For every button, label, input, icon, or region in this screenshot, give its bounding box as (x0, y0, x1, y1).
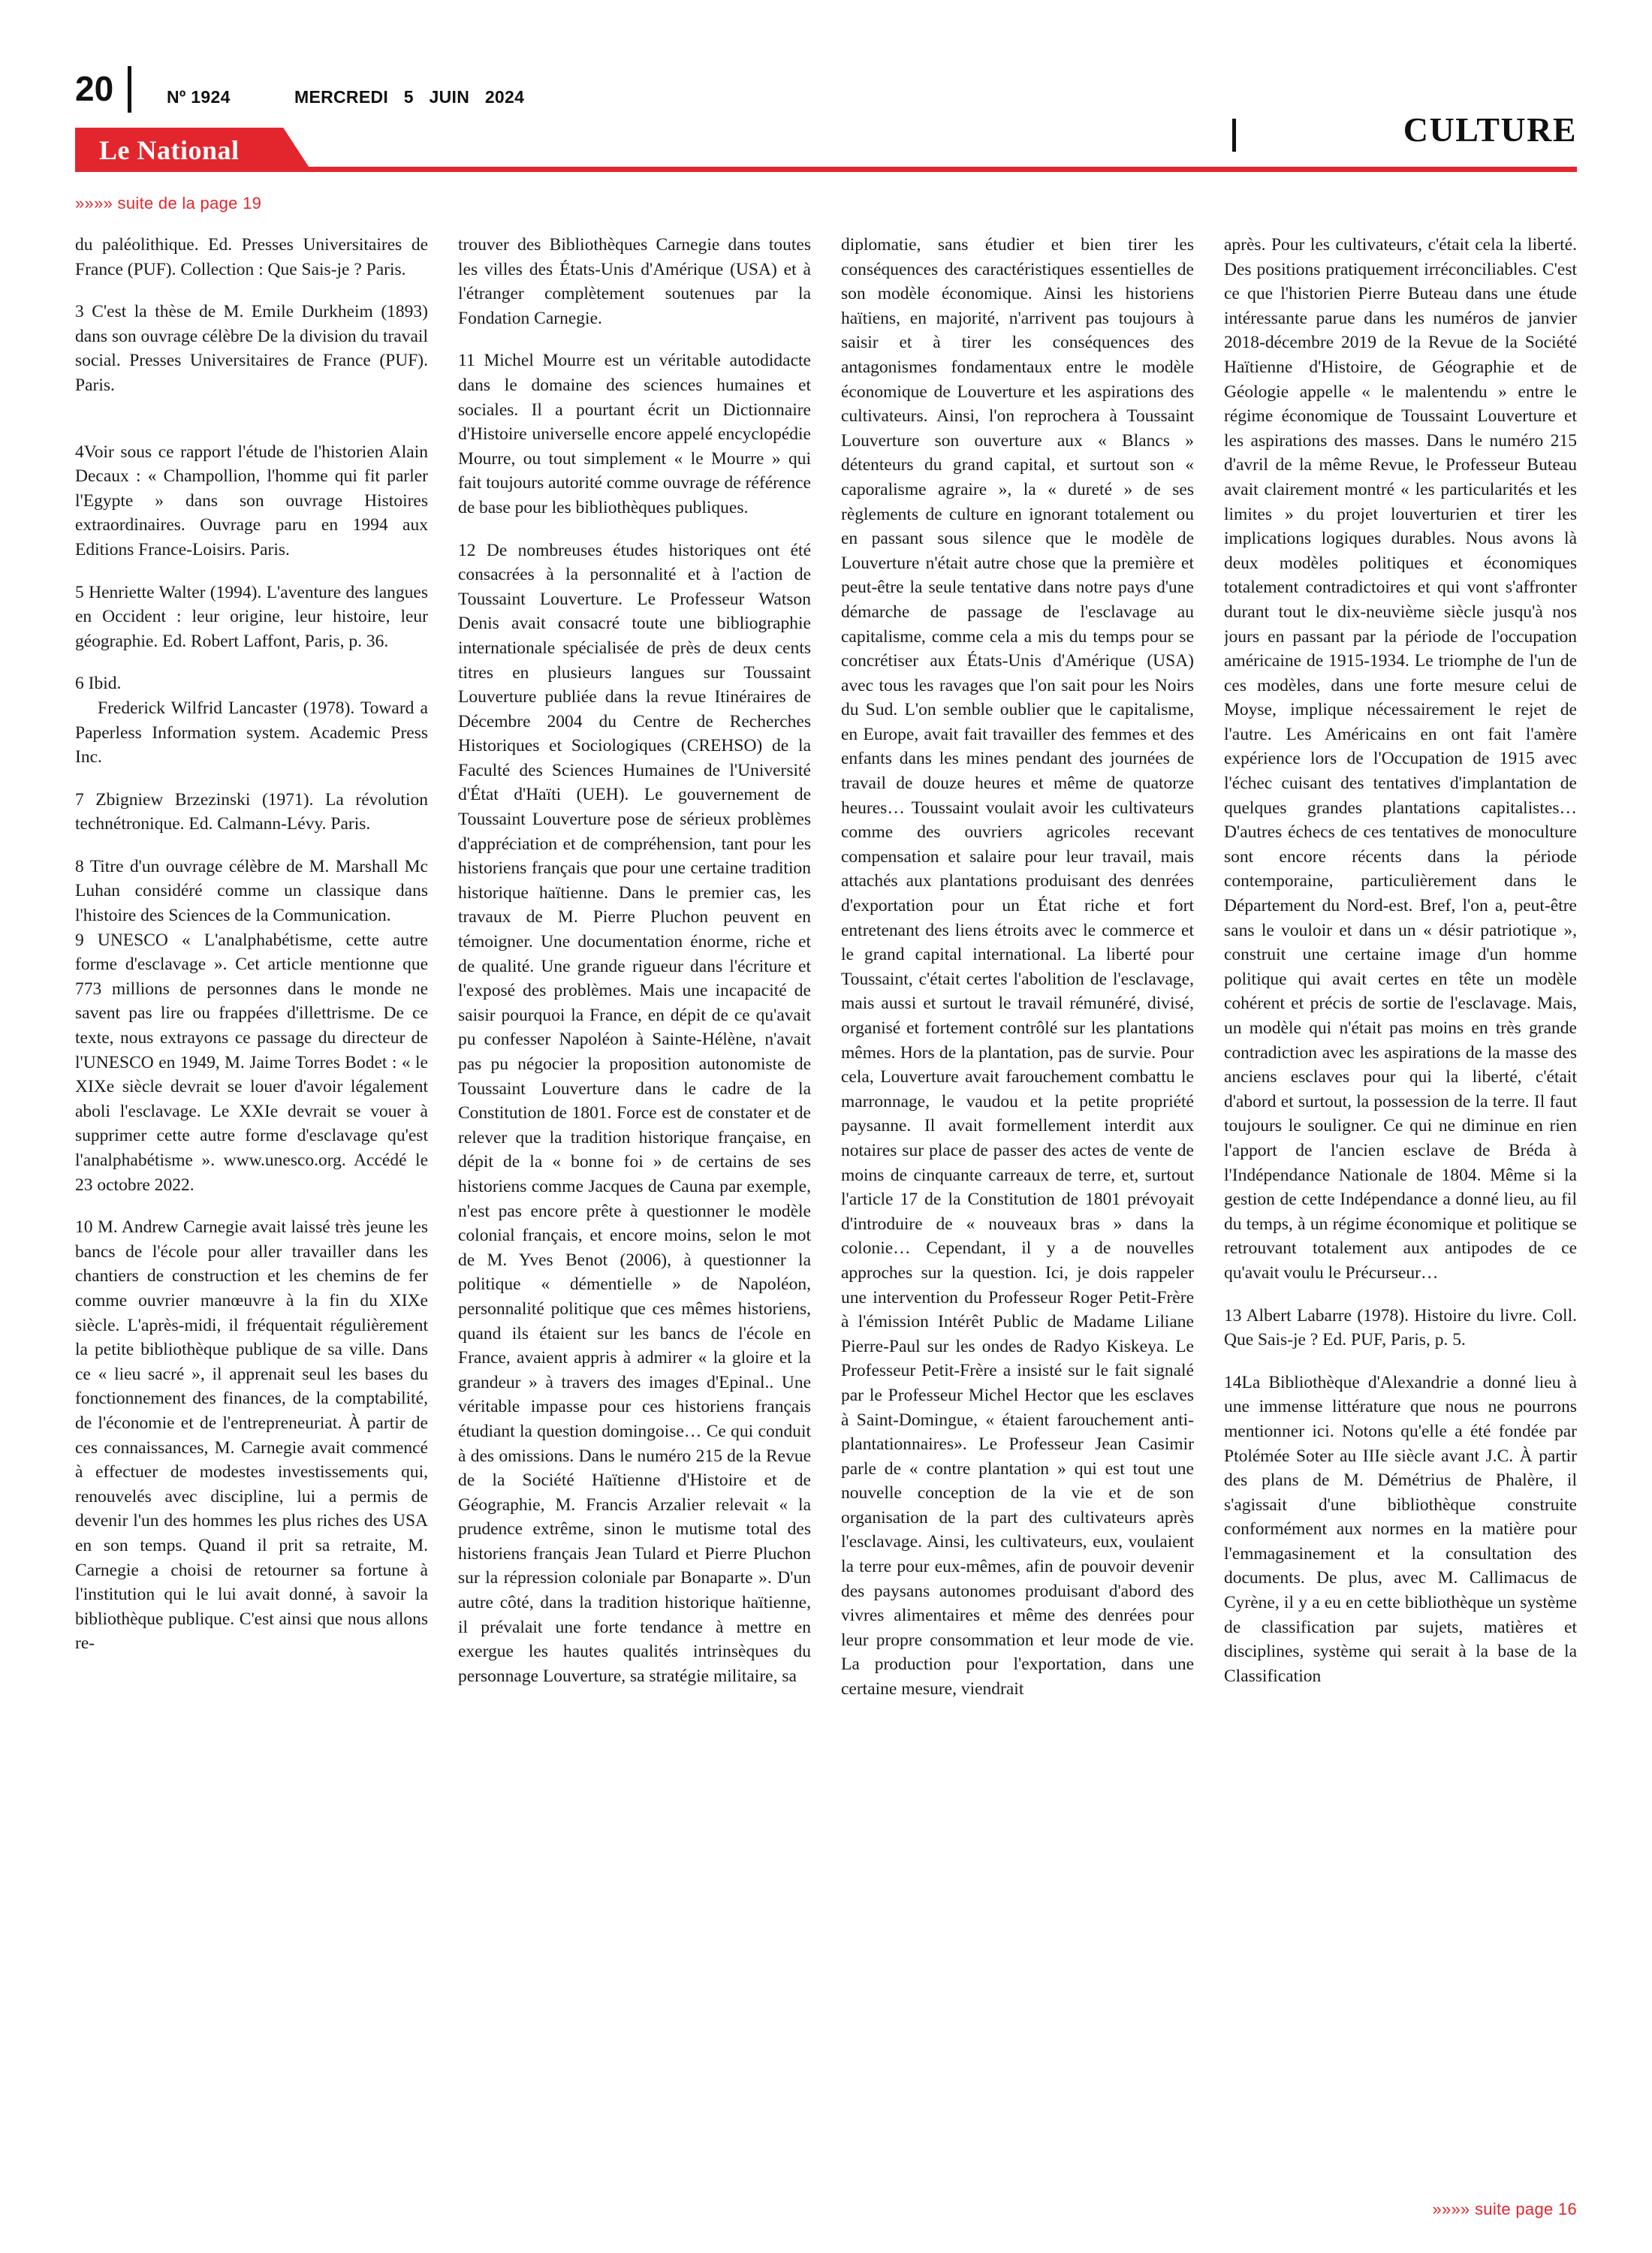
paragraph: 14La Bibliothèque d'Alexandrie a donné lieu à une immense littérature que nous ne pourrons mentionner ici. Notons qu'elle a été fondée par Ptolémée Soter au IIIe siècle avant J.C. À partir des plans de M. Démétrius de Phalère, il s'agissait d'une bibliothèque construite conformément aux normes en la matière pour l'emmagasinement et la consultation des documents. De plus, avec M. Callimacus de Cyrène, il y a eu en cette bibliothèque un système de classification par sujets, matières et disciplines, système qui serait à la base de la Classification (1224, 1372, 1577, 1686)
text-column-1 (75, 233, 428, 2185)
text-column-3 (841, 233, 1194, 2185)
paragraph: 8 Titre d'un ouvrage célèbre de M. Marshall Mc Luhan considéré comme un classique dans l'histoire des Sciences de la Communication. (75, 856, 428, 926)
paragraph: 3 C'est la thèse de M. Emile Durkheim (1893) dans son ouvrage célèbre De la division du travail social. Presses Universitaires de France (PUF). Paris. (75, 302, 428, 395)
page-number: 20 (75, 69, 114, 108)
paragraph: 7 Zbigniew Brzezinski (1971). La révolution technétronique. Ed. Calmann-Lévy. Paris. (75, 789, 428, 834)
continued-to-link: »»»» suite page 16 (1432, 2200, 1577, 2218)
paragraph: 5 Henriette Walter (1994). L'aventure des langues en Occident : leur origine, leur histoire, leur géographie. Ed. Robert Laffont, Paris, p. 36. (75, 582, 428, 651)
paragraph: 10 M. Andrew Carnegie avait laissé très jeune les bancs de l'école pour aller travailler dans les chantiers de construction et les chemins de fer comme ouvrier manœuvre à la fin du XIXe siècle. L'après-midi, il fréquentait régulièrement la petite bibliothèque publique de sa ville. Dans ce « lieu sacré », il apprenait seul les bases du fonctionnement des finances, de la comptabilité, de l'économie et de l'entrepreneuriat. À partir de ces connaissances, M. Carnegie avait commencé à effectuer de modestes investissements qui, renouvelés avec discipline, lui a permis de devenir l'un des hommes les plus riches des USA en son temps. Quand il prit sa retraite, M. Carnegie a choisi de retourner sa fortune à l'institution qui le lui avait donné, à savoir la bibliothèque publique. C'est ainsi que nous allons re- (75, 1217, 428, 1654)
paragraph: trouver des Bibliothèques Carnegie dans toutes les villes des États-Unis d'Amérique (USA) et à l'étranger complètement soutenues par la Fondation Carnegie. (458, 235, 811, 328)
paragraph: Frederick Wilfrid Lancaster (1978). Toward a Paperless Information system. Academic Press Inc. (75, 698, 428, 768)
header-rule (75, 167, 1577, 172)
article-body (75, 233, 1577, 2185)
paragraph: après. Pour les cultivateurs, c'était cela la liberté. Des positions pratiquement irréconciliables. C'est ce que l'historien Pierre Buteau dans une étude intéressante parue dans les numéros de janvier 2018-décembre 2019 de la Revue de la Société Haïtienne d'Histoire, de Géographie et de Géologie appelle « le malentendu » entre le régime économique de Toussaint Louverture et les aspirations des masses. Dans le numéro 215 d'avril de la même Revue, le Professeur Buteau avait clairement montré « les particularités et les limites » du projet louverturien et tirer les implications logiques durables. Nous avons là deux modèles politiques et économiques totalement contradictoires et qui vont s'affronter durant tout le dix-neuvième siècle jusqu'à nos jours en passant par la période de l'occupation américaine de 1915-1934. Le triomphe de l'un de ces modèles, dans une forte mesure celui de Moyse, implique nécessairement le rejet de l'autre. Les Américains en ont fait l'amère expérience lors de l'Occupation de 1915 avec l'échec cuisant des tentatives d'implantation de quelques grandes plantations capitalistes…D'autres échecs de ces tentatives de monoculture sont encore récents dans la période contemporaine, particulièrement dans le Département du Nord-est. Bref, l'on a, peut-être sans le vouloir et dans un « désir patriotique », construit une certaine image d'un homme politique qui avait certes en tête un modèle cohérent et précis de sortie de l'esclavage. Mais, un modèle qui n'était pas moins en très grande contradiction avec les aspirations de la masse des anciens esclaves pour qui la liberté, c'était d'abord et surtout, la possession de la terre. Il faut toujours le souligner. Ce qui ne diminue en rien l'apport de l'ancien esclave de Bréda à l'Indépendance Nationale de 1804. Même si la gestion de cette Indépendance a donné lieu, au fil du temps, à un régime économique et politique se retrouvant totalement aux antipodes de ce qu'avait voulu le Précurseur… (1224, 235, 1577, 1283)
issue-number: Nº 1924 (167, 87, 231, 107)
section-separator (1232, 119, 1236, 152)
paragraph: diplomatie, sans étudier et bien tirer les conséquences des caractéristiques essentielles de son modèle économique. Ainsi les historiens haïtiens, en majorité, n'arrivent pas toujours à saisir et à tirer les conséquences des antagonismes fondamentaux entre le modèle économique de Louverture et les aspirations des cultivateurs. Ainsi, l'on reprochera à Toussaint Louverture son ouverture aux « Blancs » détenteurs du grand capital, et surtout son « caporalisme agraire », la « dureté » de ses règlements de culture en ignorant totalement ou en passant sous silence que le modèle de Louverture n'était autre chose que la première et peut-être la seule tentative dans notre pays d'une démarche de passage de l'esclavage au capitalisme, comme cela a mis du temps pour se concrétiser aux États-Unis d'Amérique (USA) avec tous les ravages que l'on sait pour les Noirs du Sud. L'on semble oublier que le capitalisme, en Europe, avait fait travailler des femmes et des enfants dans les mines pendant des journées de travail de douze heures et même de quatorze heures… Toussaint voulait avoir les cultivateurs comme des ouvriers agricoles recevant compensation et salaire pour leur travail, mais attachés aux plantations produisant des denrées d'exportation pour un État riche et fort entretenant des liens étroits avec le commerce et le grand capital international. La liberté pour Toussaint, c'était certes l'abolition de l'esclavage, mais aussi et surtout le travail rémunéré, divisé, organisé et fortement contrôlé sur les plantations mêmes. Hors de la plantation, pas de survie. Pour cela, Louverture avait farouchement combattu le marronnage, le vaudou et la petite propriété paysanne. Il avait formellement interdit aux notaires sur place de passer des actes de vente de moins de cinquante carreaux de terre, et, surtout l'article 17 de la Constitution de 1801 prévoyait d'introduire de « nouveaux bras » dans la colonie… Cependant, il y a de nouvelles approches sur la question. Ici, je dois rappeler une intervention du Professeur Roger Petit-Frère à l'émission Intérêt Public de Madame Liliane Pierre-Paul sur les ondes de Radyo Kiskeya. Le Professeur Petit-Frère a insisté sur le fait signalé par le Professeur Michel Hector que les esclaves à Saint-Domingue, « étaient farouchement anti-plantationnaires». Le Professeur Jean Casimir parle de « contre plantation » qui est tout une nouvelle conception de la vie et de son organisation de la part des cultivateurs après l'esclavage. Ainsi, les cultivateurs, eux, voulaient la terre pour eux-mêmes, afin de pouvoir devenir des paysans autonomes produisant d'abord des vivres alimentaires et même des denrées pour leur propre consommation et leur mode de vie. La production pour l'exportation, dans une certaine mesure, viendrait (841, 235, 1194, 1700)
text-column-2 (458, 233, 811, 2185)
paragraph: 6 Ibid. (75, 674, 122, 694)
paragraph: 9 UNESCO « L'analphabétisme, cette autre forme d'esclavage ». Cet article mentionne que 773 millions de personnes dans le monde ne savent pas lire ou frappées d'illettrisme. De ce texte, nous extrayons ce passage du directeur de l'UNESCO en 1949, M. Jaime Torres Bodet : « le XIXe siècle devrait se louer d'avoir légalement aboli l'esclavage. Le XXIe devrait se vouer à supprimer cette autre forme d'esclavage qu'est l'analphabétisme ». www.unesco.org. Accédé le 23 octobre 2022. (75, 930, 428, 1195)
continued-from-link: »»»» suite de la page 19 (75, 194, 262, 213)
header-separator (128, 66, 131, 113)
paragraph: 11 Michel Mourre est un véritable autodidacte dans le domaine des sciences humaines et sociales. Il a pourtant écrit un Dictionnaire d'Histoire universelle encore appelé encyclopédie Mourre, ou tout simplement « le Mourre » qui fait toujours autorité comme ouvrage de référence de base pour les bibliothèques publiques. (458, 351, 811, 517)
paragraph: 4Voir sous ce rapport l'étude de l'historien Alain Decaux : « Champollion, l'homme qui fit parler l'Egypte » dans son ouvrage Histoires extraordinaires. Ouvrage paru en 1994 aux Editions France-Loisirs. Paris. (75, 442, 428, 559)
paragraph: 12 De nombreuses études historiques ont été consacrées à la personnalité et à l'action de Toussaint Louverture. Le Professeur Watson Denis avait consacré toute une bibliographie internationale spécialisée de près de deux cents titres en plusieurs langues sur Toussaint Louverture publiée dans la revue Itinéraires de Décembre 2004 du Centre de Recherches Historiques et Sociologiques (CREHSO) de la Faculté des Sciences Humaines de l'Université d'État d'Haïti (UEH). Le gouvernement de Toussaint Louverture pose de sérieux problèmes d'appréciation et de compréhension, tant pour les historiens français que pour une certaine tradition historique haïtienne. Dans le premier cas, les travaux de M. Pierre Pluchon peuvent en témoigner. Une documentation énorme, riche et de qualité. Une grande rigueur dans l'écriture et l'exposé des problèmes. Mais une incapacité de saisir pourquoi la France, en dépit de ce qu'avait pu confesser Napoléon à Sainte-Hélène, n'avait pas pu négocier la proposition autonomiste de Toussaint Louverture dans le cadre de la Constitution de 1801. Force est de constater et de relever que la tradition historique française, en dépit de la « bonne foi » de certains de ses historiens comme Jacques de Cauna par exemple, n'est pas encore prête à questionner le modèle colonial français, et encore moins, selon le mot de M. Yves Benot (2006), à questionner la politique « démentielle » de Napoléon, personnalité politique que ces mêmes historiens, quand ils étaient sur les bancs de l'école en France, avaient appris à admirer « la gloire et la grandeur » à travers des images d'Epinal.. Une véritable impasse pour ces historiens français étudiant la question domingoise… Ce qui conduit à des omissions. Dans le numéro 215 de la Revue de la Société Haïtienne d'Histoire et de Géographie, M. Francis Arzalier relevait « la prudence extrême, sinon le mutisme total des historiens français Jean Tulard et Pierre Pluchon sur la répression coloniale par Bonaparte ». D'un autre côté, dans la tradition historique haïtienne, il prévalait une forte tendance à mettre en exergue les hautes qualités intrinsèques du personnage Louverture, sa stratégie militaire, sa (458, 540, 811, 1686)
issue-date: MERCREDI 5 JUIN 2024 (294, 87, 525, 107)
section-title: CULTURE (1403, 110, 1577, 149)
paragraph: du paléolithique. Ed. Presses Universitaires de France (PUF). Collection : Que Sais-je ? Paris. (75, 235, 428, 279)
paragraph: 13 Albert Labarre (1978). Histoire du livre. Coll. Que Sais-je ? Ed. PUF, Paris, p. 5. (1224, 1305, 1577, 1350)
page-header (0, 0, 1652, 180)
newspaper-logo: Le National (99, 135, 240, 165)
text-column-4 (1224, 233, 1577, 2185)
